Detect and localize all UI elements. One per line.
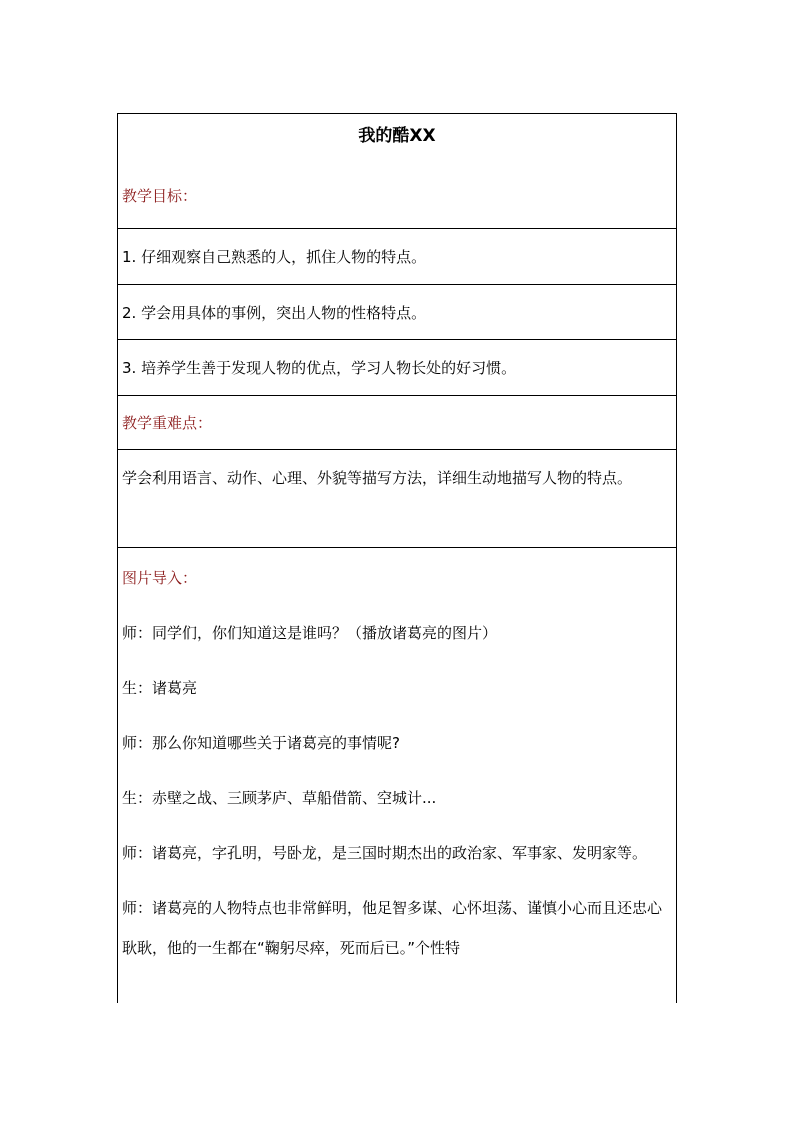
- key-points-text: 学会利用语言、动作、心理、外貌等描写方法，详细生动地描写人物的特点。: [118, 450, 676, 548]
- page-title: 我的酷XX: [358, 126, 436, 146]
- dialogue-line: 师：那么你知道哪些关于诸葛亮的事情呢?: [122, 734, 400, 752]
- intro-section: [118, 548, 676, 968]
- dialogue-line: 师：诸葛亮，字孔明，号卧龙，是三国时期杰出的政治家、军事家、发明家等。: [122, 844, 648, 862]
- dialogue-line: 师：诸葛亮的人物特点也非常鲜明，他足智多谋、心怀坦荡、谨慎小心而且还忠心耿耿，他的一生都在“鞠躬尽瘁，死而后已。”个性特: [122, 899, 663, 957]
- objectives-label: 教学目标：: [122, 187, 198, 205]
- objective-item: 3. 培养学生善于发现人物的优点，学习人物长处的好习惯。: [118, 340, 676, 396]
- dialogue-line: 生：诸葛亮: [122, 679, 198, 697]
- dialogue-line: 师：同学们，你们知道这是谁吗？（播放诸葛亮的图片）: [122, 624, 498, 642]
- key-points-label-cell: [118, 396, 676, 450]
- lesson-plan-table: [117, 113, 677, 1003]
- objective-item: 2. 学会用具体的事例，突出人物的性格特点。: [118, 285, 676, 340]
- objective-item: 1. 仔细观察自己熟悉的人，抓住人物的特点。: [118, 229, 676, 285]
- dialogue-line: 生：赤壁之战、三顾茅庐、草船借箭、空城计...: [122, 789, 437, 807]
- key-points-label: 教学重难点：: [122, 414, 213, 432]
- title-cell: [118, 114, 676, 229]
- intro-label: 图片导入：: [122, 569, 198, 587]
